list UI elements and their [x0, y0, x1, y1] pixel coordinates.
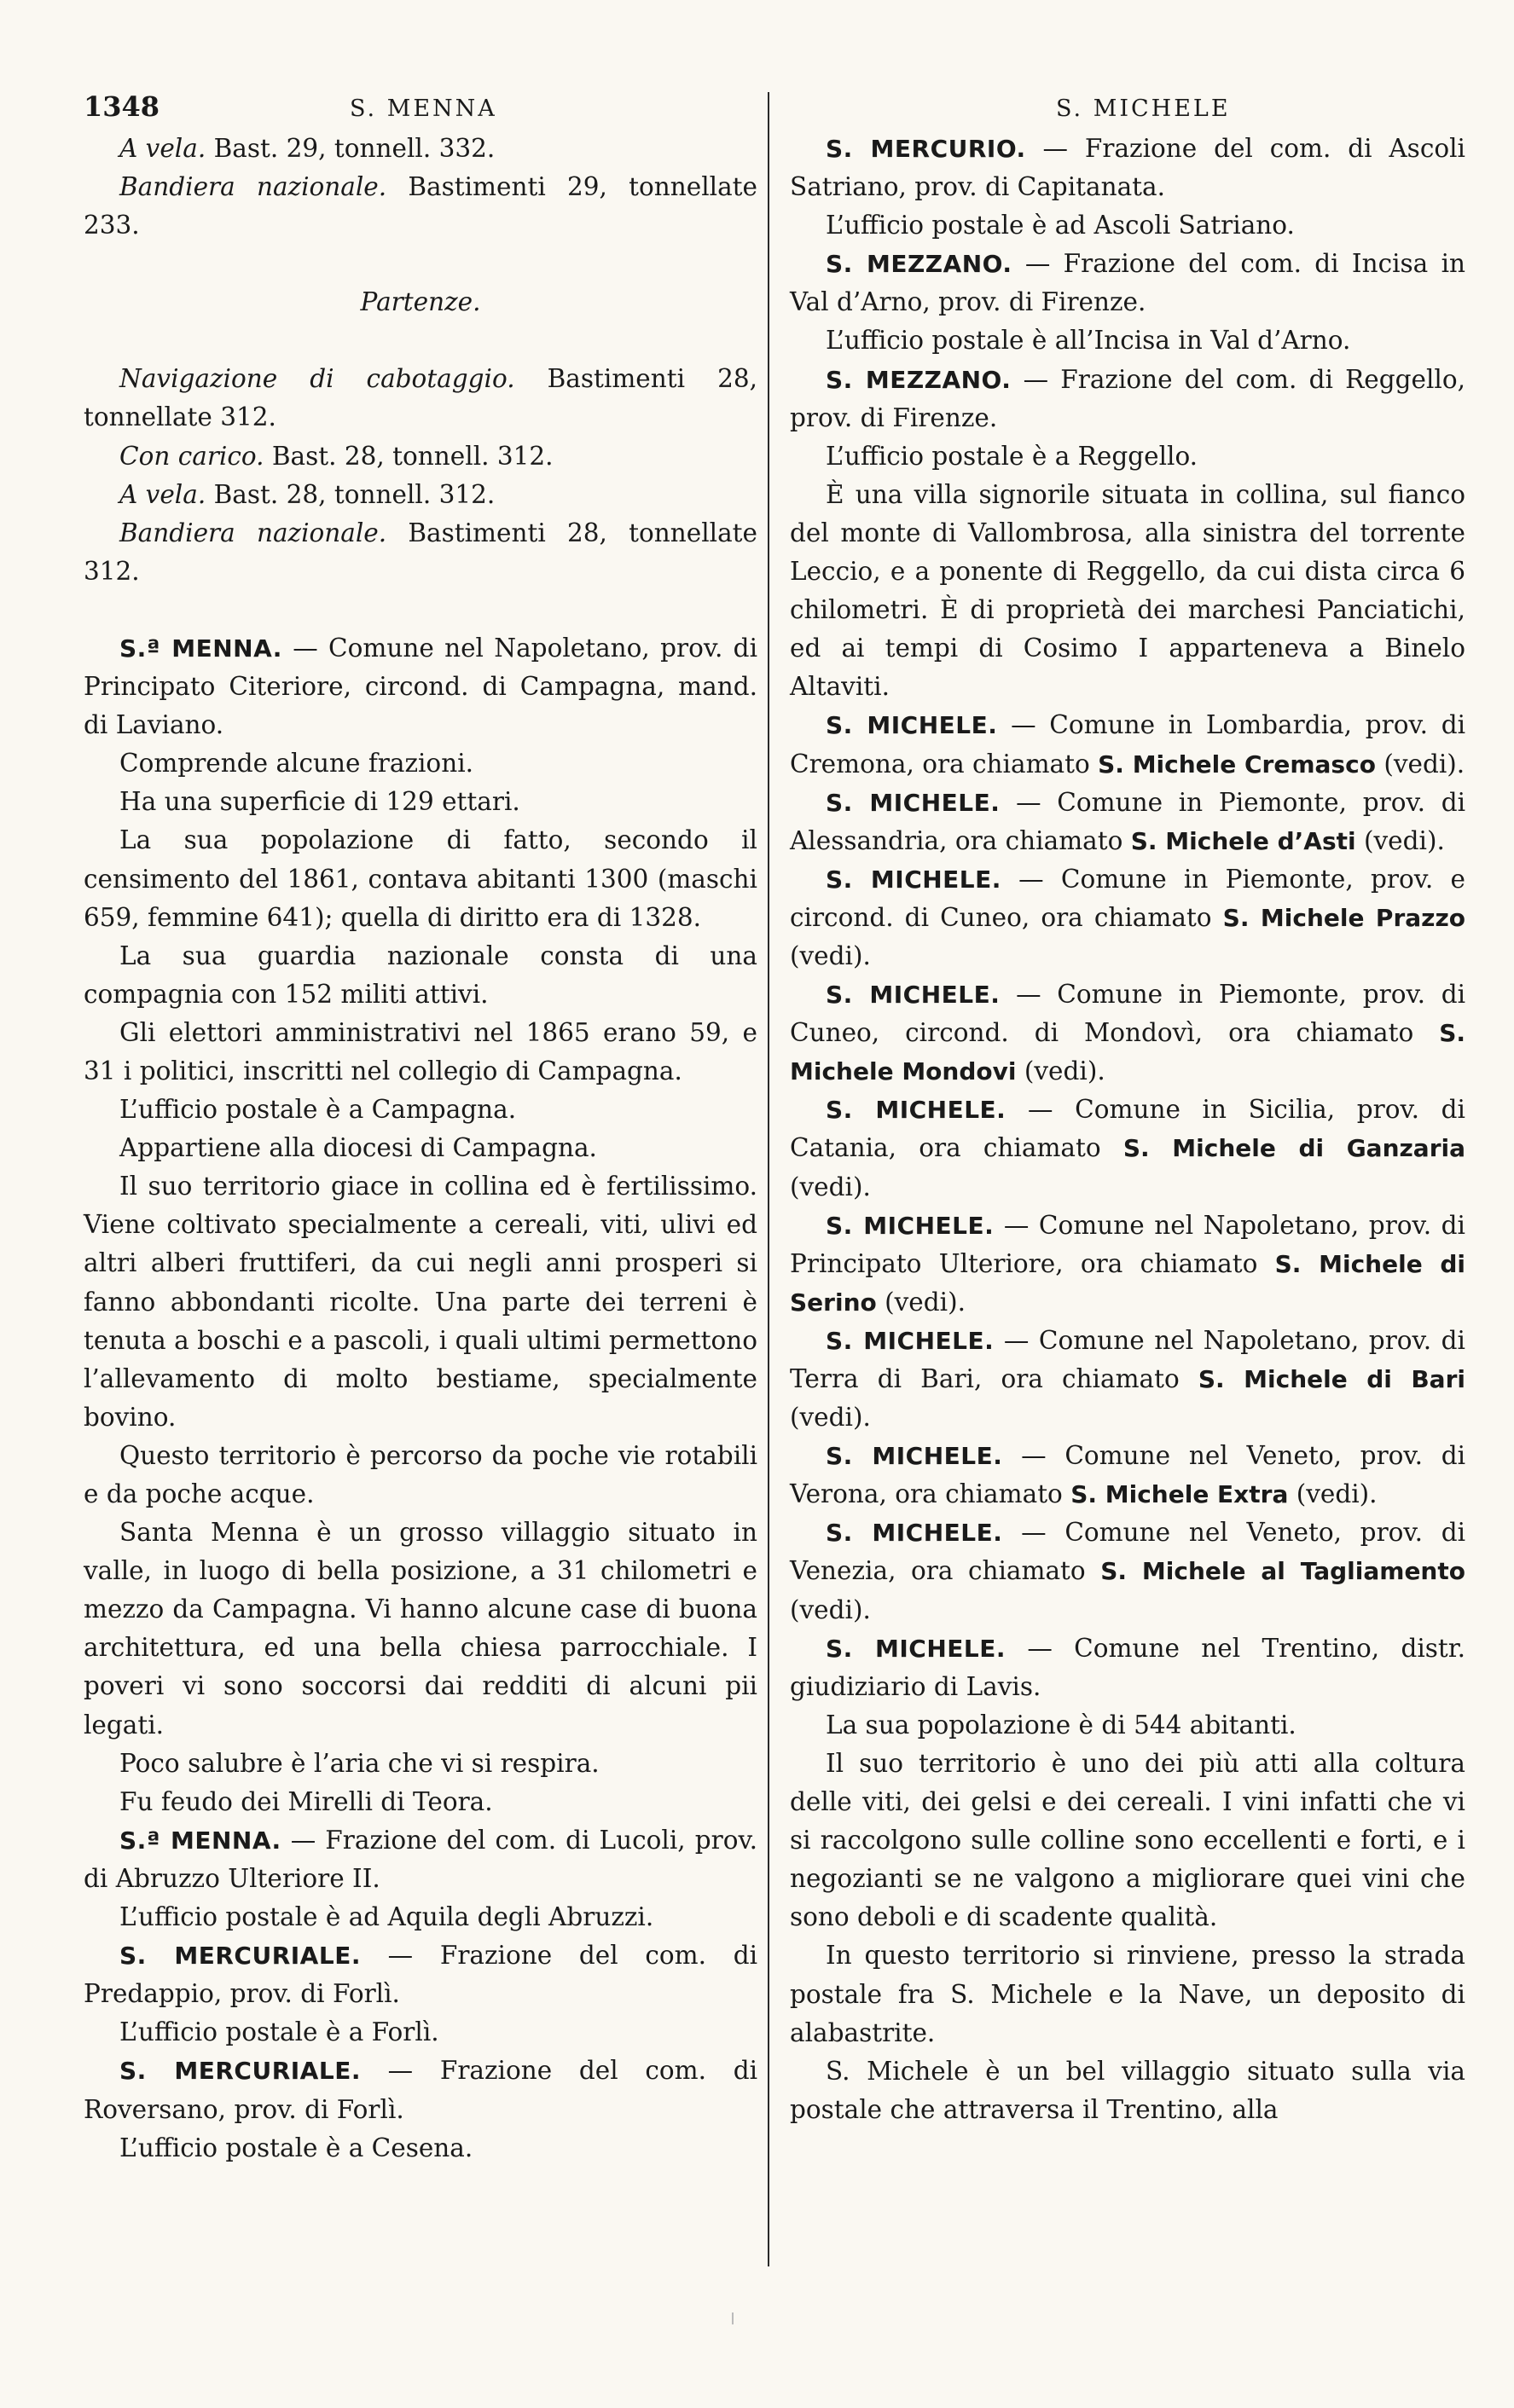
paragraph: Il suo territorio giace in collina ed è fertilissimo. Viene coltivato specialmente a cereali, viti, ulivi ed altri alberi fruttiferi, da cui negli anni prosperi si fanno abbondanti ricolte. Una parte dei terreni è tenuta a boschi e a pascoli, i quali ultimi permettono l’allevamento di molto bestiame, specialmente bovino.: [84, 1172, 757, 1432]
paragraph: Appartiene alla diocesi di Campagna.: [119, 1133, 597, 1163]
entry-michele: S. MICHELE. — Comune in Piemonte, prov. di Cuneo, circond. di Mondovì, ora chiamato S. Michele Mondovi (vedi).: [790, 980, 1466, 1086]
paragraph: L’ufficio postale è ad Aquila degli Abruzzi.: [119, 1902, 654, 1932]
print-mark: [732, 2312, 734, 2324]
paragraph: Gli elettori amministrativi nel 1865 erano 59, e 31 i politici, inscritti nel collegio di Campagna.: [84, 1017, 757, 1085]
paragraph: In questo territorio si rinviene, presso la strada postale fra S. Michele e la Nave, un deposito di alabastrite.: [790, 1941, 1465, 2047]
paragraph: L’ufficio postale è all’Incisa in Val d’Arno.: [826, 326, 1351, 356]
entry-michele-lavis: S. MICHELE. — Comune nel Trentino, distr. giudiziario di Lavis.: [790, 1633, 1465, 1701]
paragraph: Ha una superficie di 129 ettari.: [119, 787, 520, 817]
entry-mezzano-reggello: S. MEZZANO. — Frazione del com. di Reggello, prov. di Firenze.: [790, 364, 1465, 432]
paragraph: L’ufficio postale è a Campagna.: [119, 1095, 517, 1125]
entry-mercurio: S. MERCURIO. — Frazione del com. di Ascoli Satriano, prov. di Capitanata.: [790, 134, 1465, 202]
paragraph: Comprende alcune frazioni.: [119, 749, 474, 779]
entry-michele: S. MICHELE. — Comune nel Napoletano, prov. di Principato Ulteriore, ora chiamato S. Michele di Serino (vedi).: [790, 1210, 1465, 1317]
running-header: [84, 85, 1465, 136]
entry-michele: S. MICHELE. — Comune in Sicilia, prov. di Catania, ora chiamato S. Michele di Ganzaria (vedi).: [790, 1095, 1465, 1201]
entry-michele: S. MICHELE. — Comune in Piemonte, prov. di Alessandria, ora chiamato S. Michele d’Asti (vedi).: [790, 787, 1466, 855]
arrivi-bandiera-line: Bandiera nazionale. Bastimenti 29, tonnellate 233.: [84, 172, 757, 240]
entry-mezzano-incisa: S. MEZZANO. — Frazione del com. di Incisa in Val d’Arno, prov. di Firenze.: [790, 249, 1466, 317]
column-divider: [768, 92, 769, 2266]
paragraph: La sua popolazione di fatto, secondo il censimento del 1861, contava abitanti 1300 (maschi 659, femmine 641); quella di diritto era di 1328.: [84, 825, 757, 932]
entry-santa-menna-campagna: S.ª MENNA. — Comune nel Napoletano, prov. di Principato Citeriore, circond. di Campagna, mand. di Laviano.: [84, 633, 757, 740]
partenze-bandiera: Bandiera nazionale. Bastimenti 28, tonnellate 312.: [84, 518, 757, 586]
paragraph: La sua popolazione è di 544 abitanti.: [826, 1710, 1296, 1739]
paragraph: L’ufficio postale è a Reggello.: [826, 441, 1198, 471]
entry-michele: S. MICHELE. — Comune nel Veneto, prov. di Venezia, ora chiamato S. Michele al Tagliamento (vedi).: [790, 1518, 1466, 1624]
page-number: 1348: [84, 90, 160, 123]
paragraph: Il suo territorio è uno dei più atti alla coltura delle viti, dei gelsi e dei cereali. I vini infatti che vi si raccolgono sulle colline sono eccellenti e forti, e i negozianti se ne valgono a migliorare quei vini che sono deboli e di scadente qualità.: [790, 1748, 1465, 1932]
right-running-head: S. MICHELE: [1056, 96, 1231, 122]
paragraph: La sua guardia nazionale consta di una compagnia con 152 militi attivi.: [84, 941, 757, 1009]
paragraph: Santa Menna è un grosso villaggio situato in valle, in luogo di bella posizione, a 31 chilometri e mezzo da Campagna. Vi hanno alcune case di buona architettura, ed una bella chiesa parrocchiale. I poveri vi sono soccorsi dai redditi di alcuni pii legati.: [84, 1518, 757, 1739]
paragraph: Fu feudo dei Mirelli di Teora.: [119, 1786, 493, 1816]
entry-mercuriale-predappio: S. MERCURIALE. — Frazione del com. di Predappio, prov. di Forlì.: [84, 1941, 758, 2009]
paragraph: È una villa signorile situata in collina, sul fianco del monte di Vallombrosa, alla sinistra del torrente Leccio, e a ponente di Reggello, da cui dista circa 6 chilometri. È di proprietà dei marchesi Panciatichi, ed ai tempi di Cosimo I apparteneva a Binelo Altaviti.: [790, 479, 1465, 702]
entry-mercuriale-roversano: S. MERCURIALE. — Frazione del com. di Roversano, prov. di Forlì.: [84, 2056, 758, 2124]
entry-santa-menna-lucoli: S.ª MENNA. — Frazione del com. di Lucoli, prov. di Abruzzo Ulteriore II.: [84, 1825, 757, 1893]
entry-michele: S. MICHELE. — Comune nel Veneto, prov. di Verona, ora chiamato S. Michele Extra (vedi).: [790, 1441, 1466, 1509]
left-running-head: S. MENNA: [350, 96, 497, 122]
entry-michele: S. MICHELE. — Comune in Lombardia, prov. di Cremona, ora chiamato S. Michele Cremasco (vedi).: [790, 710, 1466, 779]
partenze-vela: A vela. Bast. 28, tonnell. 312.: [119, 479, 496, 509]
right-column: [790, 130, 1465, 2129]
paragraph: S. Michele è un bel villaggio situato sulla via postale che attraversa il Trentino, alla: [790, 2056, 1465, 2124]
partenze-heading: Partenze.: [360, 287, 481, 317]
paragraph: L’ufficio postale è a Forlì.: [119, 2017, 439, 2047]
entry-michele: S. MICHELE. — Comune nel Napoletano, prov. di Terra di Bari, ora chiamato S. Michele di Bari (vedi).: [790, 1325, 1465, 1433]
paragraph: L’ufficio postale è ad Ascoli Satriano.: [826, 211, 1295, 240]
partenze-cabotaggio: Navigazione di cabotaggio. Bastimenti 28, tonnellate 312.: [84, 364, 757, 432]
paragraph: L’ufficio postale è a Cesena.: [119, 2133, 473, 2162]
paragraph: Questo territorio è percorso da poche vie rotabili e da poche acque.: [84, 1440, 757, 1508]
paragraph: Poco salubre è l’aria che vi si respira.: [119, 1748, 600, 1778]
entry-michele: S. MICHELE. — Comune in Piemonte, prov. e circond. di Cuneo, ora chiamato S. Michele Prazzo (vedi).: [790, 864, 1466, 970]
partenze-carico: Con carico. Bast. 28, tonnell. 312.: [119, 441, 554, 471]
arrivi-vela-line: A vela. Bast. 29, tonnell. 332.: [119, 134, 496, 163]
left-column: [84, 130, 757, 2168]
